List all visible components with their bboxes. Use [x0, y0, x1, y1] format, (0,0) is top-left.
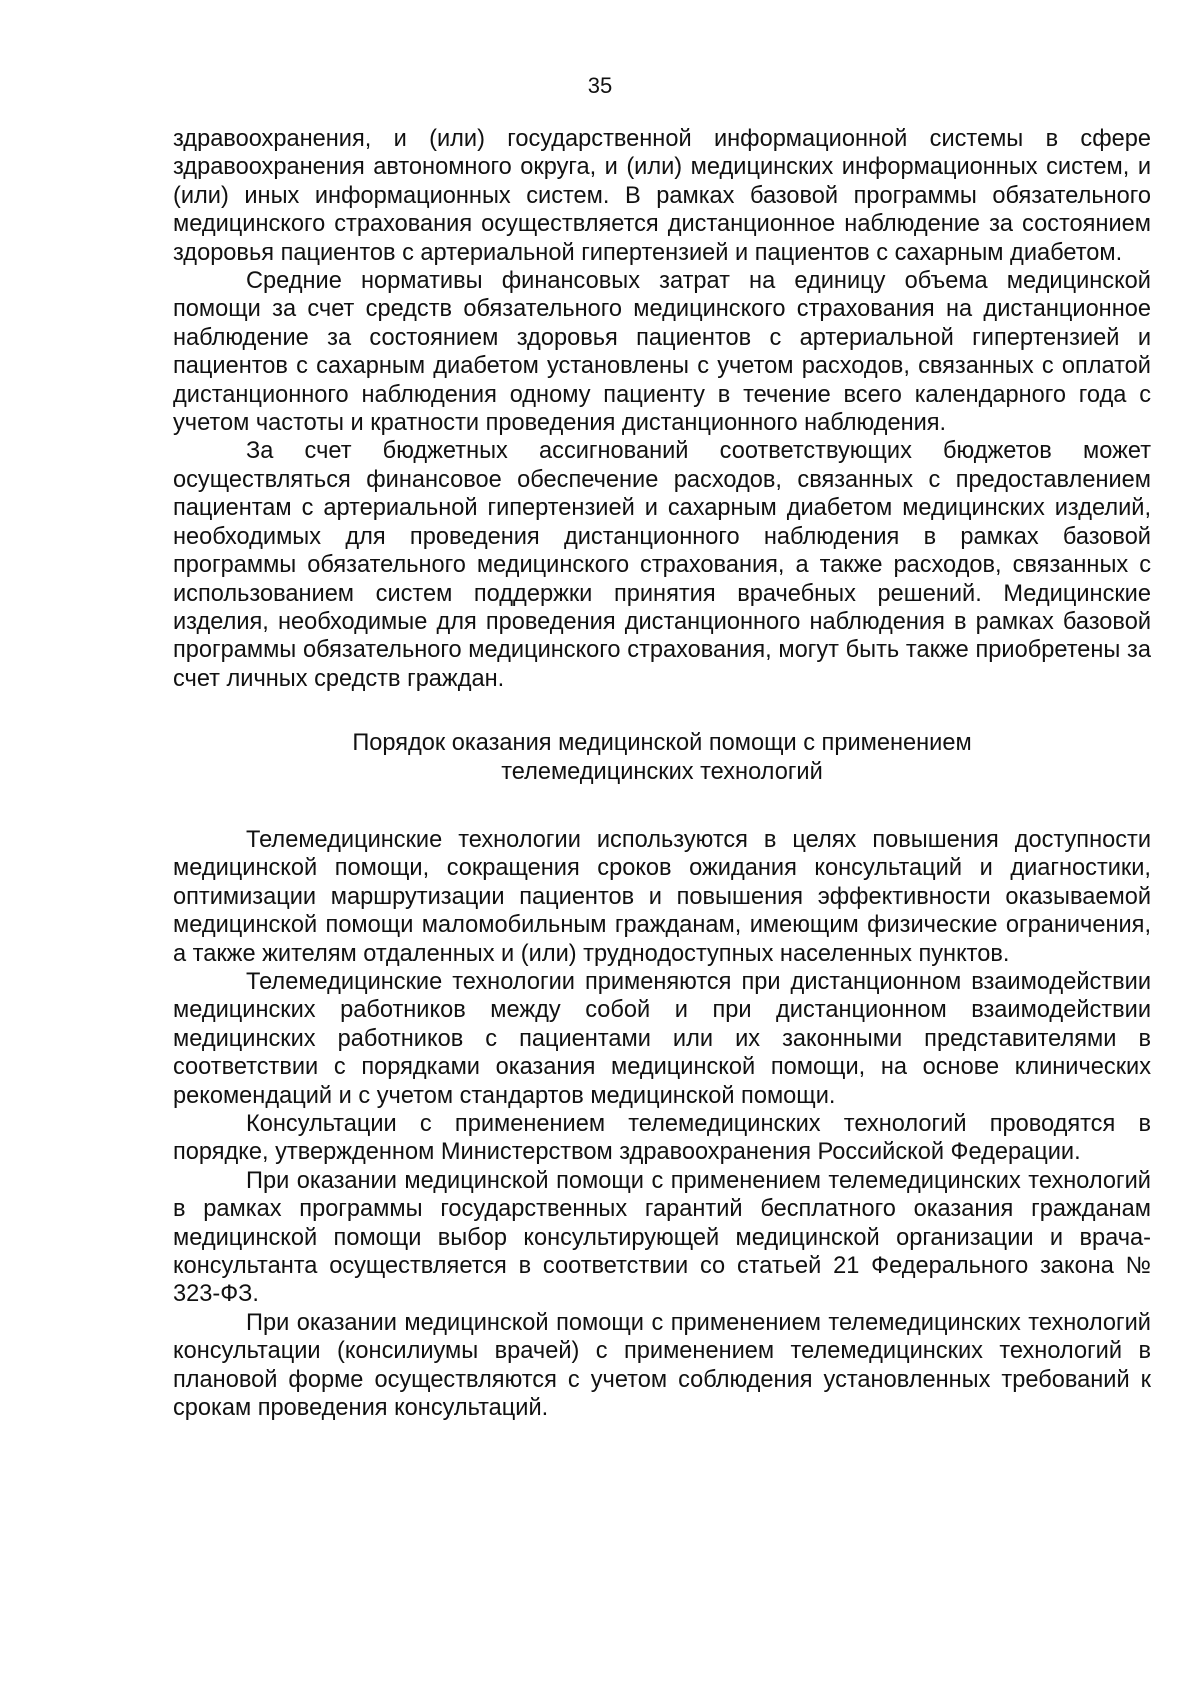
paragraph: Телемедицинские технологии используются в целях повышения доступности медицинской помощи, сокращения сроков ожидания консультаций и диагностики, оптимизации маршрутизации пациентов и повышения эффективности оказываемой медицинской помощи маломобильным гражданам, имеющим физические ограничения, а также жителям отдаленных и (или) труднодоступных населенных пунктов. [173, 826, 1151, 967]
paragraph: При оказании медицинской помощи с применением телемедицинских технологий консультации (консилиумы врачей) с применением телемедицинских технологий в плановой форме осуществляются с учетом соблюдения установленных требований к срокам проведения консультаций. [173, 1309, 1151, 1422]
paragraph-continuation: здравоохранения, и (или) государственной информационной системы в сфере здравоохранения автономного округа, и (или) медицинских информационных систем, и (или) иных информационных систем. В рамках базовой программы обязательного медицинского страхования осуществляется дистанционное наблюдение за состоянием здоровья пациентов с артериальной гипертензией и пациентов с сахарным диабетом. [173, 126, 1151, 266]
paragraph: При оказании медицинской помощи с применением телемедицинских технологий в рамках программы государственных гарантий бесплатного оказания гражданам медицинской помощи выбор консультирующей медицинской организации и врача-консультанта осуществляется в соответствии со статьей 21 Федерального закона № 323-ФЗ. [173, 1167, 1151, 1308]
document-body [173, 125, 1151, 1422]
section-heading-line: телемедицинских технологий [501, 758, 823, 785]
paragraph: Телемедицинские технологии применяются при дистанционном взаимодействии медицинских работников между собой и при дистанционном взаимодействии медицинских работников с пациентами или их законными представителями в соответствии с порядками оказания медицинской помощи, на основе клинических рекомендаций и с учетом стандартов медицинской помощи. [173, 968, 1151, 1109]
section-heading [173, 729, 1151, 786]
paragraph: За счет бюджетных ассигнований соответствующих бюджетов может осуществляться финансовое обеспечение расходов, связанных с предоставлением пациентам с артериальной гипертензией и сахарным диабетом медицинских изделий, необходимых для проведения дистанционного наблюдения в рамках базовой программы обязательного медицинского страхования, а также расходов, связанных с использованием систем поддержки принятия врачебных решений. Медицинские изделия, необходимые для проведения дистанционного наблюдения в рамках базовой программы обязательного медицинского страхования, могут быть также приобретены за счет личных средств граждан. [173, 438, 1151, 692]
page-number: 35 [587, 73, 613, 98]
paragraph: Консультации с применением телемедицинских технологий проводятся в порядке, утвержденном Министерством здравоохранения Российской Федерации. [173, 1111, 1151, 1166]
paragraph: Средние нормативы финансовых затрат на единицу объема медицинской помощи за счет средств обязательного медицинского страхования на дистанционное наблюдение за состоянием здоровья пациентов с артериальной гипертензией и пациентов с сахарным диабетом установлены с учетом расходов, связанных с оплатой дистанционного наблюдения одному пациенту в течение всего календарного года с учетом частоты и кратности проведения дистанционного наблюдения. [173, 268, 1151, 437]
section-heading-line: Порядок оказания медицинской помощи с применением [352, 730, 972, 757]
